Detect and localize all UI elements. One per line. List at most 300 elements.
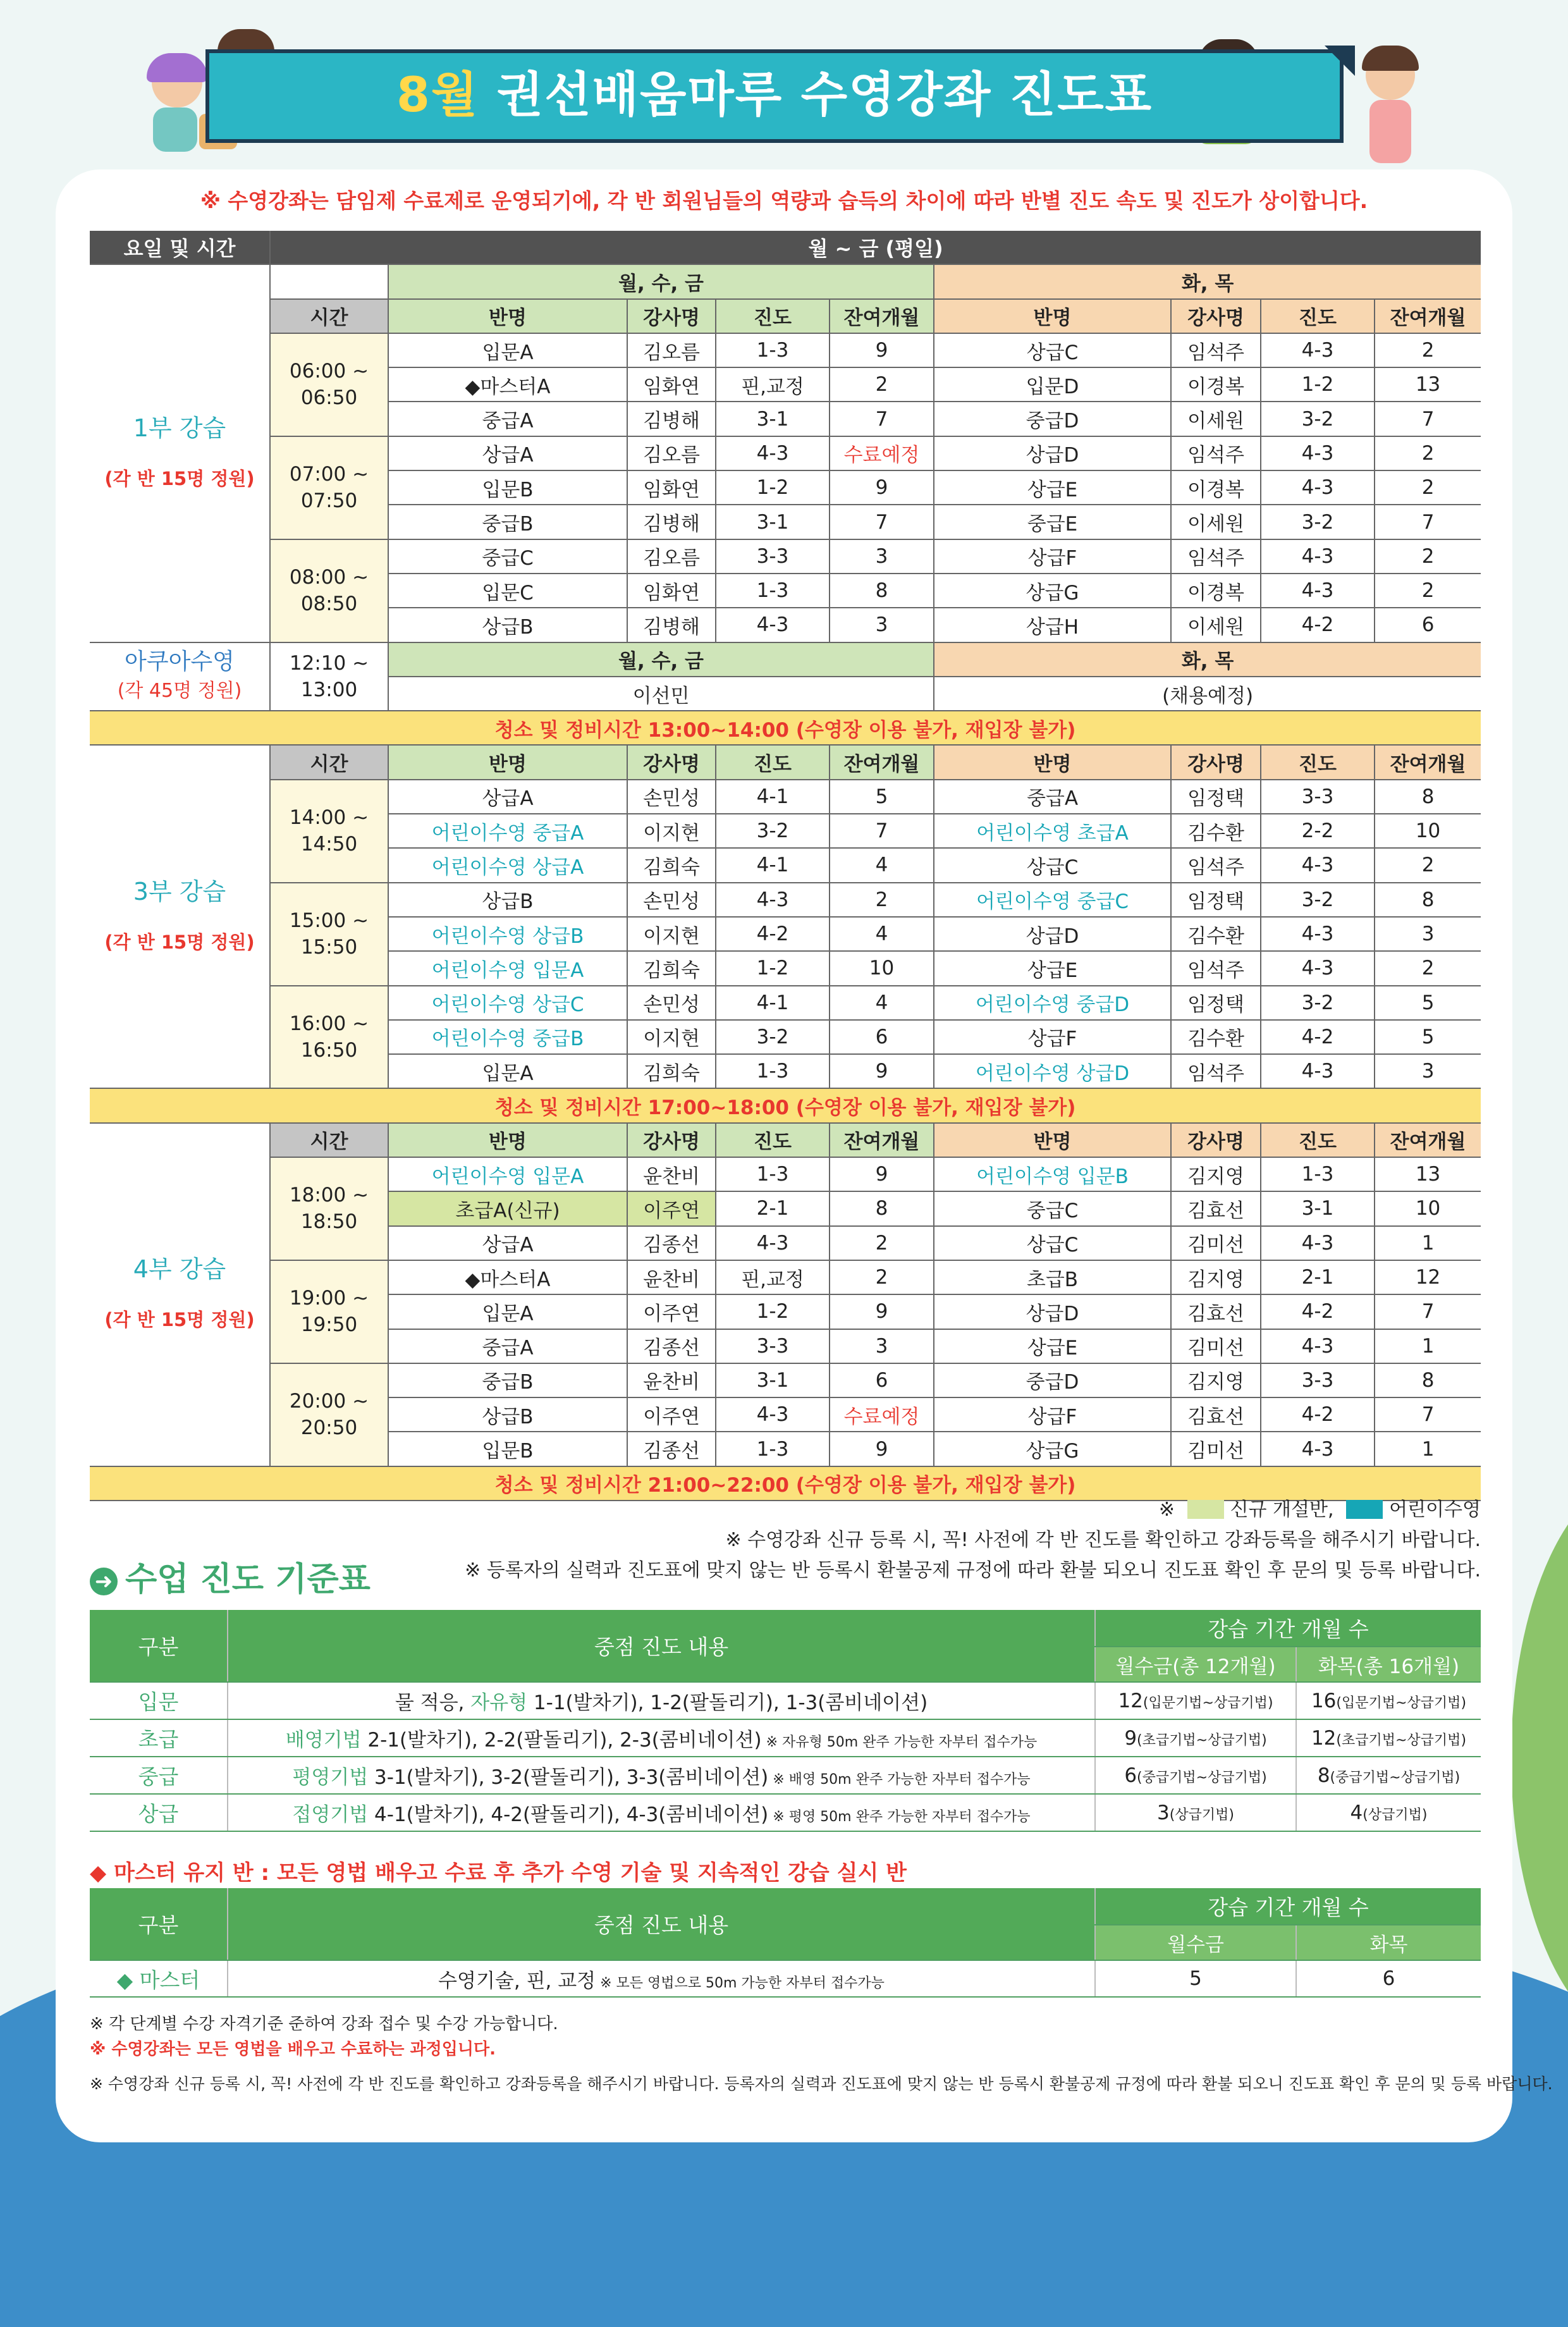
cell: 8 <box>1375 883 1481 917</box>
cell: 반명 <box>934 745 1171 779</box>
tt-cell <box>1296 1682 1481 1719</box>
cell: 임석주 <box>1171 539 1261 574</box>
cell: 4-3 <box>1261 848 1375 882</box>
cell: 4-3 <box>1261 470 1375 505</box>
section-label <box>90 264 270 642</box>
table-row <box>90 883 1481 917</box>
cell: 강사명 <box>1171 299 1261 333</box>
footer-note-2: ※ 수영강좌는 모든 영법을 배우고 수료하는 과정입니다. <box>90 2040 496 2059</box>
master-level: ◆ 마스터 <box>90 1960 228 1997</box>
section-name: 1부 강습 <box>133 414 226 442</box>
cell: 김미선 <box>1171 1226 1261 1260</box>
aqua-teacher-b: (채용예정) <box>934 677 1481 711</box>
cell: 13 <box>1375 1157 1481 1191</box>
cell: 3-2 <box>1261 986 1375 1020</box>
cell: 초급A(신규) <box>388 1191 627 1225</box>
legend <box>465 1495 1481 1586</box>
cell: 4 <box>830 848 934 882</box>
cell: 3-2 <box>1261 505 1375 539</box>
content-body: 4-1(발차기), 4-2(팔돌리기), 4-3(콤비네이션) <box>368 1803 769 1826</box>
legend-kids-label: 어린이수영 <box>1389 1499 1481 1521</box>
cell: ◆마스터A <box>388 1260 627 1294</box>
progress-standard-table <box>90 1610 1481 1832</box>
cell: 2 <box>1375 574 1481 608</box>
cell: 1-3 <box>716 333 830 367</box>
mwf-months: 12 <box>1118 1689 1143 1712</box>
cell: 4-3 <box>716 608 830 642</box>
cell: 2 <box>1375 848 1481 882</box>
cell: 잔여개월 <box>830 299 934 333</box>
banner-month: 8월 <box>396 66 479 123</box>
cell: 김효선 <box>1171 1191 1261 1225</box>
cell: 상급C <box>934 848 1171 882</box>
top-notice: ※ 수영강좌는 담임제 수료제로 운영되기에, 각 반 회원님들의 역량과 습득의 차이에 따라 반별 진도 속도 및 진도가 상이합니다. <box>200 188 1368 213</box>
cell: 이주연 <box>627 1294 716 1329</box>
cell: 9 <box>830 470 934 505</box>
mwf-cell <box>1095 1794 1296 1831</box>
master-h-cat: 구분 <box>90 1888 228 1960</box>
cell: 시간 <box>270 299 388 333</box>
prog-h-cat: 구분 <box>90 1610 228 1682</box>
time-slot: 20:00 ~ 20:50 <box>270 1363 388 1466</box>
cell: 5 <box>1375 1020 1481 1054</box>
break-banner: 청소 및 정비시간 21:00~22:00 (수영장 이용 불가, 재입장 불가) <box>90 1466 1481 1501</box>
cell: 김지영 <box>1171 1260 1261 1294</box>
cell: 임석주 <box>1171 436 1261 470</box>
cell: 9 <box>830 333 934 367</box>
cell: 1 <box>1375 1329 1481 1363</box>
cell: 상급D <box>934 917 1171 951</box>
cell: 시간 <box>270 1123 388 1157</box>
mwf-range: (중급기법~상급기법) <box>1137 1769 1267 1786</box>
legend-keys <box>465 1495 1481 1525</box>
cell: 시간 <box>270 745 388 779</box>
cell: 윤찬비 <box>627 1363 716 1397</box>
legend-kids-swatch <box>1346 1500 1383 1519</box>
cell: 4-3 <box>716 1226 830 1260</box>
cell: 13 <box>1375 367 1481 402</box>
cell: 2-1 <box>1261 1260 1375 1294</box>
cell: 진도 <box>716 745 830 779</box>
cell: 4-1 <box>716 986 830 1020</box>
cell: 수료예정 <box>830 436 934 470</box>
time-slot: 07:00 ~ 07:50 <box>270 436 388 539</box>
cell: 4-3 <box>1261 539 1375 574</box>
cell: 김미선 <box>1171 1329 1261 1363</box>
cell: 4-3 <box>1261 1329 1375 1363</box>
prog-h-tt: 화목(총 16개월) <box>1296 1647 1481 1682</box>
tt-months: 4 <box>1350 1801 1363 1824</box>
cell: 3-1 <box>716 505 830 539</box>
cell: 3-1 <box>1261 1191 1375 1225</box>
cell: 입문A <box>388 1294 627 1329</box>
cell: 임화연 <box>627 470 716 505</box>
cell: 8 <box>830 1191 934 1225</box>
cell: 4-2 <box>1261 608 1375 642</box>
tt-cell <box>1296 1757 1481 1794</box>
cell: 상급D <box>934 1294 1171 1329</box>
mwf-months: 6 <box>1124 1764 1137 1787</box>
cell: 진도 <box>716 1123 830 1157</box>
cell: 4 <box>830 917 934 951</box>
cell: 상급B <box>388 883 627 917</box>
tt-range: (중급기법~상급기법) <box>1330 1769 1461 1786</box>
cell: 2-2 <box>1261 814 1375 848</box>
cell: 2 <box>1375 436 1481 470</box>
cell: 입문A <box>388 333 627 367</box>
table-row <box>90 333 1481 367</box>
schedule-table <box>90 231 1481 1501</box>
cell: 강사명 <box>1171 1123 1261 1157</box>
level-cell: 초급 <box>90 1719 228 1757</box>
cell: 요일 및 시간 <box>90 231 270 264</box>
section-capacity: (각 반 15명 정원) <box>104 931 255 953</box>
cell: 진도 <box>1261 299 1375 333</box>
cell: 3-1 <box>716 1363 830 1397</box>
cell: 1-3 <box>716 574 830 608</box>
cell: 4-3 <box>1261 1054 1375 1088</box>
cell: 1 <box>1375 1432 1481 1466</box>
cell: 반명 <box>388 299 627 333</box>
cell: 4-3 <box>1261 917 1375 951</box>
aqua-label <box>90 642 270 711</box>
mwf-cell <box>1095 1757 1296 1794</box>
table-row <box>90 1157 1481 1191</box>
cell: 3 <box>1375 917 1481 951</box>
cell: 3-3 <box>716 1329 830 1363</box>
cell: ◆마스터A <box>388 367 627 402</box>
cell: 3-3 <box>1261 780 1375 814</box>
cell: 핀,교정 <box>716 367 830 402</box>
cell: 상급H <box>934 608 1171 642</box>
master-class-line: ◆ 마스터 유지 반 : 모든 영법 배우고 수료 후 추가 수영 기술 및 지속적인 강습 실시 반 <box>90 1860 907 1886</box>
cell: 이경복 <box>1171 470 1261 505</box>
table-row <box>90 1719 1481 1757</box>
cell: 강사명 <box>627 745 716 779</box>
legend-note-1: ※ 수영강좌 신규 등록 시, 꼭! 사전에 각 반 진도를 확인하고 강좌등록을 해주시기 바랍니다. <box>725 1529 1481 1551</box>
cell: 7 <box>1375 1397 1481 1432</box>
footer-note-3: ※ 수영강좌 신규 등록 시, 꼭! 사전에 각 반 진도를 확인하고 강좌등록을 해주시기 바랍니다. 등록자의 실력과 진도표에 맞지 않는 반 등록시 환불공제 규정에 따라 환불 되오니 진도표 확인 후 문의 및 등록 바랍니다. <box>90 2075 1553 2093</box>
content-stroke: 평영기법 <box>292 1766 369 1789</box>
cell: 강사명 <box>627 299 716 333</box>
cell: 상급E <box>934 951 1171 985</box>
content-body: 1-1(발차기), 1-2(팔돌리기), 1-3(콤비네이션) <box>527 1692 928 1714</box>
banner-title: 권선배움마루 수영강좌 진도표 <box>496 66 1153 123</box>
cell: 4-1 <box>716 848 830 882</box>
master-table <box>90 1888 1481 1998</box>
cell: 4 <box>830 986 934 1020</box>
cell: 어린이수영 입문A <box>388 951 627 985</box>
cell: 중급D <box>934 1363 1171 1397</box>
cell: 상급A <box>388 780 627 814</box>
tt-months: 12 <box>1311 1726 1337 1750</box>
aqua-teacher-a: 이선민 <box>388 677 934 711</box>
cell: 입문A <box>388 1054 627 1088</box>
aqua-time: 12:10 ~ 13:00 <box>270 642 388 711</box>
cell: 어린이수영 상급C <box>388 986 627 1020</box>
cell: 4-3 <box>716 436 830 470</box>
prog-h-period: 강습 기간 개월 수 <box>1095 1610 1481 1647</box>
cell: 7 <box>1375 505 1481 539</box>
cell: 상급G <box>934 1432 1171 1466</box>
cell: 2 <box>1375 539 1481 574</box>
cell: 상급B <box>388 1397 627 1432</box>
cell: 6 <box>830 1020 934 1054</box>
cell: 상급E <box>934 1329 1171 1363</box>
cell: 9 <box>830 1054 934 1088</box>
cell: 6 <box>1375 608 1481 642</box>
cell: 입문C <box>388 574 627 608</box>
break-banner: 청소 및 정비시간 17:00~18:00 (수영장 이용 불가, 재입장 불가) <box>90 1088 1481 1122</box>
cell: 이지현 <box>627 814 716 848</box>
cell: 1-2 <box>1261 367 1375 402</box>
cell: 4-3 <box>1261 1432 1375 1466</box>
mwf-range: (상급기법) <box>1169 1807 1234 1823</box>
cell: 중급C <box>388 539 627 574</box>
time-slot: 16:00 ~ 16:50 <box>270 986 388 1089</box>
cell: 상급C <box>934 333 1171 367</box>
cell: 김오름 <box>627 436 716 470</box>
cell: 어린이수영 입문A <box>388 1157 627 1191</box>
cell: 잔여개월 <box>1375 745 1481 779</box>
mwf-range: (초급기법~상급기법) <box>1137 1732 1267 1748</box>
master-tt: 6 <box>1296 1960 1481 1997</box>
progress-section-title <box>90 1552 371 1600</box>
content-body: 2-1(발차기), 2-2(팔돌리기), 2-3(콤비네이션) <box>361 1729 762 1752</box>
cell: 진도 <box>1261 745 1375 779</box>
cell: 4-1 <box>716 780 830 814</box>
cell: 임정택 <box>1171 780 1261 814</box>
master-body: 수영기술, 핀, 교정 <box>438 1969 596 1992</box>
cell: 입문D <box>934 367 1171 402</box>
cell: 김수환 <box>1171 1020 1261 1054</box>
cell: 김희숙 <box>627 951 716 985</box>
cell: 4-2 <box>1261 1020 1375 1054</box>
cell: 이경복 <box>1171 367 1261 402</box>
content-note: ※ 배영 50m 완주 가능한 자부터 접수가능 <box>768 1772 1031 1788</box>
cell: 3-2 <box>716 814 830 848</box>
section-label <box>90 1123 270 1466</box>
cell: 임정택 <box>1171 986 1261 1020</box>
cell: 김효선 <box>1171 1397 1261 1432</box>
cell: 중급D <box>934 402 1171 436</box>
cell: 중급C <box>934 1191 1171 1225</box>
master-h-tt: 화목 <box>1296 1925 1481 1960</box>
content-body: 3-1(발차기), 3-2(팔돌리기), 3-3(콤비네이션) <box>368 1766 769 1789</box>
cell: 어린이수영 상급D <box>934 1054 1171 1088</box>
cell: 김병해 <box>627 402 716 436</box>
cell: 4-2 <box>1261 1397 1375 1432</box>
cell: 수료예정 <box>830 1397 934 1432</box>
content-note: ※ 평영 50m 완주 가능한 자부터 접수가능 <box>768 1809 1031 1825</box>
table-row <box>90 436 1481 470</box>
cell: 중급A <box>934 780 1171 814</box>
cell: 임화연 <box>627 574 716 608</box>
cell: 잔여개월 <box>1375 299 1481 333</box>
cell: 2-1 <box>716 1191 830 1225</box>
cell: 1-2 <box>716 951 830 985</box>
tt-range: (상급기법) <box>1363 1807 1428 1823</box>
title-banner <box>205 49 1344 143</box>
cell: 3 <box>1375 1054 1481 1088</box>
cell: 김종선 <box>627 1329 716 1363</box>
cell: 잔여개월 <box>830 1123 934 1157</box>
cell: 4-2 <box>716 917 830 951</box>
cell: 8 <box>830 574 934 608</box>
cell: 김오름 <box>627 539 716 574</box>
cell: 어린이수영 상급A <box>388 848 627 882</box>
cell: 반명 <box>934 299 1171 333</box>
cell: 잔여개월 <box>830 745 934 779</box>
cell: 김효선 <box>1171 1294 1261 1329</box>
cell: 3-2 <box>1261 883 1375 917</box>
cell: 손민성 <box>627 883 716 917</box>
cell: 4-3 <box>1261 574 1375 608</box>
cell: 초급B <box>934 1260 1171 1294</box>
content-cell <box>228 1682 1095 1719</box>
tt-range: (입문기법~상급기법) <box>1336 1695 1467 1711</box>
tt-range: (초급기법~상급기법) <box>1336 1732 1467 1748</box>
break-banner: 청소 및 정비시간 13:00~14:00 (수영장 이용 불가, 재입장 불가) <box>90 711 1481 745</box>
cell: 임석주 <box>1171 1054 1261 1088</box>
cell: 진도 <box>1261 1123 1375 1157</box>
table-row <box>90 1682 1481 1719</box>
mwf-months: 9 <box>1124 1726 1137 1750</box>
cell: 이세원 <box>1171 505 1261 539</box>
content-prefix: 물 적응, <box>395 1692 471 1714</box>
table-row <box>90 780 1481 814</box>
table-row <box>90 1260 1481 1294</box>
cell: 어린이수영 중급C <box>934 883 1171 917</box>
cell: 2 <box>830 367 934 402</box>
cell: 어린이수영 초급A <box>934 814 1171 848</box>
mwf-range: (입문기법~상급기법) <box>1142 1695 1273 1711</box>
mwf-months: 3 <box>1157 1801 1170 1824</box>
section-label <box>90 745 270 1088</box>
cell: 9 <box>830 1294 934 1329</box>
cell: 중급B <box>388 1363 627 1397</box>
cell: 상급C <box>934 1226 1171 1260</box>
cell: 진도 <box>716 299 830 333</box>
tt-cell <box>1296 1719 1481 1757</box>
aqua-days-a: 월, 수, 금 <box>388 642 934 677</box>
cell: 2 <box>1375 470 1481 505</box>
master-content <box>228 1960 1095 1997</box>
days-b-header: 화, 목 <box>934 264 1481 298</box>
cell: 이경복 <box>1171 574 1261 608</box>
cell: 7 <box>1375 402 1481 436</box>
cell: 4-3 <box>1261 951 1375 985</box>
progress-title-text: 수업 진도 기준표 <box>125 1561 371 1599</box>
cell: 이지현 <box>627 917 716 951</box>
master-h-period: 강습 기간 개월 수 <box>1095 1888 1481 1925</box>
cell: 3-2 <box>716 1020 830 1054</box>
cell: 김지영 <box>1171 1363 1261 1397</box>
cell: 어린이수영 상급B <box>388 917 627 951</box>
legend-new-label: 신규 개설반, <box>1230 1499 1334 1521</box>
cell: 8 <box>1375 780 1481 814</box>
cell: 4-3 <box>716 1397 830 1432</box>
cell: 7 <box>830 505 934 539</box>
cell: 4-2 <box>1261 1294 1375 1329</box>
cell: 김수환 <box>1171 917 1261 951</box>
master-h-content: 중점 진도 내용 <box>228 1888 1095 1960</box>
cell: 8 <box>1375 1363 1481 1397</box>
cell: 1-2 <box>716 1294 830 1329</box>
mwf-cell <box>1095 1719 1296 1757</box>
cell: 어린이수영 중급D <box>934 986 1171 1020</box>
cell: 10 <box>830 951 934 985</box>
cell: 6 <box>830 1363 934 1397</box>
content-cell <box>228 1719 1095 1757</box>
tt-months: 8 <box>1317 1764 1330 1787</box>
cell: 1-3 <box>716 1054 830 1088</box>
cell: 반명 <box>388 1123 627 1157</box>
cell: 임석주 <box>1171 951 1261 985</box>
cell: 상급A <box>388 436 627 470</box>
days-a-header: 월, 수, 금 <box>388 264 934 298</box>
content-stroke: 자유형 <box>470 1692 528 1714</box>
arrow-right-icon: ➜ <box>90 1568 118 1595</box>
cell: 반명 <box>934 1123 1171 1157</box>
cell: 상급F <box>934 1397 1171 1432</box>
section-capacity: (각 반 15명 정원) <box>104 1309 255 1331</box>
cell: 2 <box>1375 333 1481 367</box>
prog-h-mwf: 월수금(총 12개월) <box>1095 1647 1296 1682</box>
cell: 2 <box>830 1260 934 1294</box>
cell: 이세원 <box>1171 402 1261 436</box>
footer-note-1: ※ 각 단계별 수강 자격기준 준하여 강좌 접수 및 수강 가능합니다. <box>90 2015 558 2034</box>
table-row <box>90 986 1481 1020</box>
legend-new-swatch <box>1187 1500 1224 1519</box>
cell: 4-3 <box>1261 436 1375 470</box>
time-slot: 06:00 ~ 06:50 <box>270 333 388 436</box>
cell: 2 <box>1375 951 1481 985</box>
cell: 5 <box>1375 986 1481 1020</box>
section-capacity: (각 반 15명 정원) <box>104 467 255 489</box>
cell: 10 <box>1375 814 1481 848</box>
cell: 중급B <box>388 505 627 539</box>
cell: 김지영 <box>1171 1157 1261 1191</box>
time-slot: 19:00 ~ 19:50 <box>270 1260 388 1363</box>
cell: 1 <box>1375 1226 1481 1260</box>
cell: 상급D <box>934 436 1171 470</box>
cell: 12 <box>1375 1260 1481 1294</box>
prog-h-content: 중점 진도 내용 <box>228 1610 1095 1682</box>
cell: 7 <box>830 402 934 436</box>
table-row <box>90 1757 1481 1794</box>
cell: 4-3 <box>1261 1226 1375 1260</box>
section-name: 4부 강습 <box>133 1255 226 1284</box>
cell: 3-1 <box>716 402 830 436</box>
cell: 김병해 <box>627 608 716 642</box>
table-row <box>90 1794 1481 1831</box>
cell: 이세원 <box>1171 608 1261 642</box>
cell: 상급A <box>388 1226 627 1260</box>
cell: 7 <box>830 814 934 848</box>
cell: 중급A <box>388 1329 627 1363</box>
cell: 중급E <box>934 505 1171 539</box>
level-cell: 중급 <box>90 1757 228 1794</box>
cell: 김오름 <box>627 333 716 367</box>
cell: 7 <box>1375 1294 1481 1329</box>
master-mwf: 5 <box>1095 1960 1296 1997</box>
cell: 입문B <box>388 470 627 505</box>
master-h-mwf: 월수금 <box>1095 1925 1296 1960</box>
cell: 5 <box>830 780 934 814</box>
cell: 이지현 <box>627 1020 716 1054</box>
cell: 김희숙 <box>627 848 716 882</box>
